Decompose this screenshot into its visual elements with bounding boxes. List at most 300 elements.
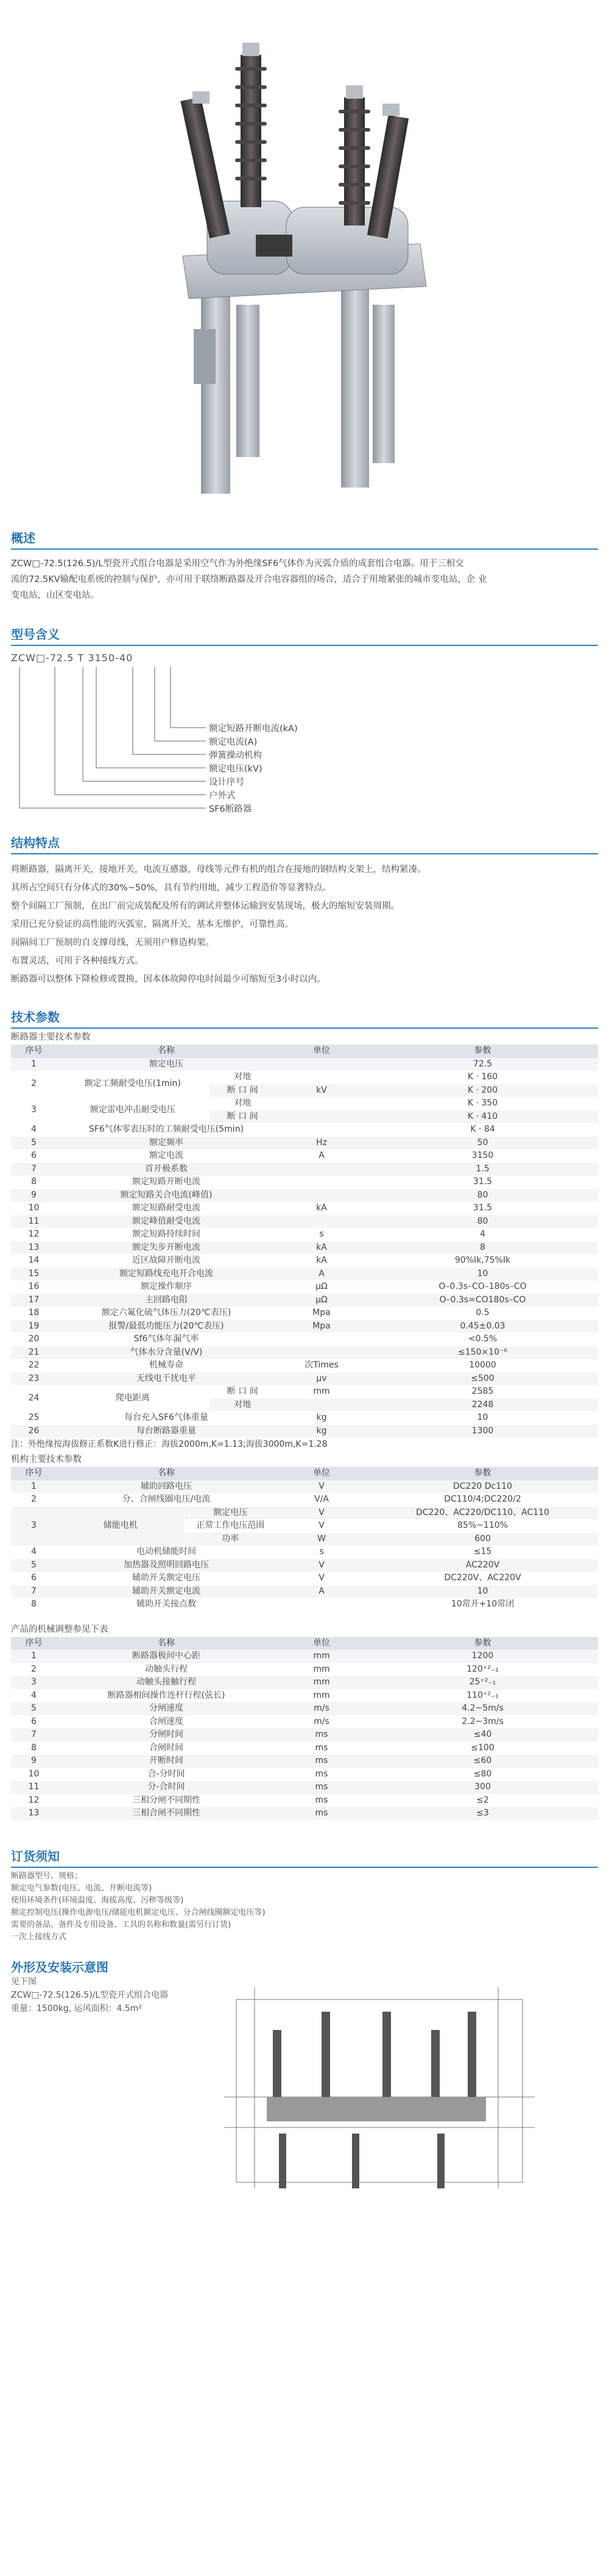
order-item: 断路器型号、规格； — [11, 1871, 83, 1881]
section-divider — [11, 1027, 598, 1029]
table-row — [11, 1385, 598, 1399]
cell-name: 分闸时间 — [149, 1730, 183, 1740]
cell-unit — [276, 1097, 367, 1110]
overview-text — [11, 556, 598, 603]
cell-value: 85%~110% — [457, 1520, 508, 1531]
cell-no: 3 — [31, 1105, 37, 1115]
feature-item: 整个间隔工厂预制，在出厂前完成装配及所有的调试并整体运输到安装现场，极大的缩短安装周期。 — [11, 901, 400, 911]
cell-unit: ms — [315, 1756, 328, 1766]
cell-no: 5 — [31, 1559, 37, 1570]
cell-name: 动触头行程 — [145, 1664, 188, 1674]
cell-value: 72.5 — [473, 1059, 493, 1069]
cell-value: O–0.3s=CO180s–CO — [439, 1294, 526, 1305]
cell-unit: kA — [316, 1242, 327, 1252]
cell-name: 动触头接触行程 — [136, 1677, 196, 1687]
cell-unit — [276, 1189, 367, 1202]
table-row — [11, 1794, 598, 1808]
header-cell: 名称 — [158, 1046, 175, 1056]
cell-name: 额定电流 — [149, 1151, 183, 1161]
table-row — [11, 1163, 598, 1176]
table-row — [11, 1097, 598, 1110]
cell-unit: ms — [315, 1769, 328, 1779]
cell-no: 23 — [28, 1373, 40, 1383]
feature-item: 布置灵活，可用于各种接线方式。 — [11, 956, 144, 966]
cell-value: DC220 Dc110 — [453, 1481, 512, 1491]
cell-no: 22 — [28, 1360, 40, 1371]
table-row — [11, 1307, 598, 1320]
cell-unit: Mpa — [312, 1308, 331, 1318]
cell-unit: mm — [313, 1677, 330, 1687]
cell-name: 合-分时间 — [147, 1769, 185, 1779]
cell-unit — [276, 1163, 367, 1176]
cell-name: 额定频率 — [149, 1137, 183, 1148]
cell-no: 1 — [31, 1651, 37, 1661]
overview-line: ZCW□-72.5(126.5)/L型瓷开式组合电器是采用空气作为外绝缘SF6气体作为灭弧介质的成套组合电器。用于三相交 — [11, 559, 464, 569]
cell-unit — [276, 1346, 367, 1360]
cell-name: 辅助开关额定电压 — [132, 1573, 200, 1583]
cell-unit: V — [319, 1507, 325, 1517]
cell-sub: 额定电压 — [185, 1506, 276, 1520]
table-row — [11, 1768, 598, 1781]
cell-no: 13 — [28, 1808, 40, 1818]
mechanism-params-table — [11, 1467, 598, 1611]
cell-value: 31.5 — [473, 1177, 493, 1187]
cell-no: 13 — [28, 1242, 40, 1252]
cell-no: 7 — [31, 1163, 37, 1174]
cell-unit: V — [319, 1559, 325, 1570]
cell-no: 5 — [31, 1703, 37, 1714]
table-row — [11, 1215, 598, 1229]
order-item: 一次上接线方式 — [11, 1932, 67, 1942]
feature-item: 其所占空间只有分体式的30%~50%，具有节约用地，减少工程造价等显著特点。 — [11, 883, 332, 893]
mechanism-caption: 机构主要技术参数 — [11, 1455, 82, 1464]
cell-name: 额定操作顺序 — [141, 1282, 192, 1292]
cell-name: 额定六氟化硫气体压力(20℃表压) — [101, 1308, 231, 1318]
table-row — [11, 1202, 598, 1215]
cell-unit — [276, 1058, 367, 1071]
table-row — [11, 1742, 598, 1755]
cell-no: 18 — [28, 1308, 40, 1318]
table-row — [11, 1176, 598, 1189]
cell-value: DC220、AC220/DC110、AC110 — [416, 1507, 549, 1517]
outline-section — [0, 1959, 609, 2207]
cell-unit: V — [319, 1573, 325, 1583]
cell-value: 25⁺²₋₁ — [469, 1677, 496, 1687]
cell-unit — [276, 1071, 367, 1084]
cell-name: 分闸速度 — [149, 1703, 183, 1714]
cell-unit: kA — [316, 1255, 327, 1266]
model-label: 额定电流(A) — [209, 737, 258, 747]
cell-unit: V — [319, 1481, 325, 1491]
model-label: 弹簧操动机构 — [209, 751, 262, 761]
cell-no: 5 — [31, 1137, 37, 1148]
cell-name: 三相合闸不同期性 — [132, 1808, 200, 1818]
cell-no: 8 — [31, 1177, 37, 1187]
table-row — [11, 1572, 598, 1585]
table-row — [11, 1559, 598, 1572]
table-row — [11, 1755, 598, 1768]
table-row — [11, 1493, 598, 1506]
cell-unit: ms — [315, 1730, 328, 1740]
cell-value: <0.5% — [468, 1334, 498, 1344]
cell-no: 4 — [31, 1547, 37, 1557]
cell-name: 额定工频耐受电压(1min) — [84, 1079, 181, 1088]
header-cell: 参数 — [474, 1468, 491, 1478]
cell-value: ≤100 — [471, 1742, 495, 1753]
cell-unit: kA — [316, 1203, 327, 1213]
cell-sub: 对地 — [209, 1399, 276, 1412]
cell-no: 20 — [28, 1334, 40, 1344]
cell-name: 电动机储能时间 — [136, 1547, 196, 1557]
cell-no: 6 — [31, 1716, 37, 1726]
cell-value: K · 410 — [467, 1111, 498, 1121]
cell-unit — [276, 1110, 367, 1124]
model-label: 设计序号 — [209, 778, 244, 787]
cell-name: 开断时间 — [149, 1756, 183, 1766]
cell-value: ≤3 — [476, 1808, 489, 1818]
cell-value: 10 — [477, 1586, 488, 1596]
table-row — [11, 1663, 598, 1677]
cell-no: 7 — [31, 1586, 37, 1596]
cell-no: 9 — [31, 1190, 37, 1200]
model-section — [0, 626, 609, 859]
cell-sub: 断 口 间 — [209, 1110, 276, 1124]
cell-value: 4.2~5m/s — [462, 1703, 504, 1714]
cell-unit: m/s — [314, 1703, 329, 1714]
features-list — [11, 860, 598, 988]
cell-name: 机械寿命 — [149, 1360, 183, 1371]
cell-name: 每台断路器重量 — [136, 1425, 196, 1436]
cell-value: 8 — [480, 1242, 485, 1252]
section-divider — [11, 1867, 598, 1868]
cell-name: 辅助开关额定电流 — [132, 1586, 200, 1596]
cell-name: 断路器极间中心距 — [132, 1651, 200, 1661]
header-cell: 序号 — [25, 1046, 43, 1056]
order-item: 需要的备品、备件及专用设备、工具的名称和数量(需另行订货) — [11, 1920, 231, 1929]
order-title: 订货须知 — [11, 1848, 60, 1864]
table-row — [11, 1689, 598, 1703]
header-cell: 参数 — [474, 1637, 491, 1648]
cell-no: 10 — [28, 1769, 40, 1779]
outline-drawing — [11, 1975, 598, 2207]
feature-item: 间隔间工厂预制的自支撑母线，无须用户修造构架。 — [11, 938, 214, 948]
cell-no: 17 — [28, 1294, 40, 1305]
model-label: 户外式 — [209, 791, 236, 801]
cell-name: 额定短路开断电流 — [132, 1177, 200, 1187]
cell-name: 额定失步开断电流 — [132, 1242, 200, 1252]
cell-unit — [276, 1176, 367, 1189]
cell-unit: kV — [316, 1085, 327, 1095]
cell-name: 储能电机 — [103, 1520, 138, 1531]
header-cell: 单位 — [313, 1046, 330, 1056]
cell-value: 110⁺²₋₁ — [466, 1690, 499, 1700]
cell-no: 6 — [31, 1573, 37, 1583]
cell-name: 合闸速度 — [149, 1716, 183, 1726]
cell-value: ≤150×10⁻⁶ — [458, 1347, 507, 1357]
cell-value: 10 — [477, 1268, 488, 1279]
switchgear-illustration — [0, 0, 609, 500]
cell-name: 分-合时间 — [147, 1782, 185, 1792]
cell-value: 1.5 — [476, 1163, 490, 1174]
cell-unit: A — [319, 1586, 325, 1596]
table-header-row — [11, 1467, 598, 1480]
adjust-params-table — [11, 1637, 598, 1820]
cell-no: 16 — [28, 1282, 40, 1292]
cell-unit: V/A — [314, 1494, 329, 1505]
cell-value: ≤2 — [476, 1795, 489, 1805]
cell-value: 0.5 — [476, 1308, 490, 1318]
model-code: ZCW□-72.5 T 3150-40 — [11, 652, 133, 664]
order-item: 额定电气参数(电压、电流、开断电流等) — [11, 1883, 152, 1893]
table-row — [11, 1149, 598, 1163]
cell-unit: μv — [316, 1373, 327, 1383]
cell-no: 12 — [28, 1795, 40, 1805]
table-row — [11, 1728, 598, 1742]
cell-unit: A — [319, 1151, 325, 1161]
cell-no: 14 — [28, 1255, 40, 1266]
cell-value: DC220V、AC220V — [444, 1573, 521, 1583]
cell-unit: kg — [316, 1413, 327, 1423]
model-title: 型号含义 — [11, 627, 60, 642]
cell-sub: 正常工作电压范围 — [185, 1519, 276, 1533]
cell-value: ≤40 — [473, 1730, 492, 1740]
cell-unit: A — [319, 1268, 325, 1279]
features-title: 结构特点 — [11, 836, 60, 850]
order-item: 使用环境条件(环境温度、海拔高度、污秽等级等) — [11, 1895, 184, 1905]
cell-no: 21 — [28, 1347, 40, 1357]
cell-unit: Mpa — [312, 1321, 331, 1331]
cell-no: 26 — [28, 1425, 40, 1436]
cell-no: 11 — [28, 1782, 40, 1792]
cell-name: 加热器及照明回路电压 — [124, 1559, 209, 1570]
cell-value: 2585 — [471, 1386, 494, 1397]
cell-name: 合闸时间 — [149, 1742, 183, 1753]
outline-line: 见下图 — [11, 1976, 37, 1987]
cell-unit: μΩ — [315, 1294, 328, 1305]
cell-no: 2 — [31, 1664, 37, 1674]
section-divider — [11, 548, 598, 550]
table-row — [11, 1425, 598, 1438]
cell-unit — [276, 1598, 367, 1611]
cell-no: 2 — [31, 1079, 37, 1088]
cell-no: 2 — [31, 1494, 37, 1505]
cell-unit: m/s — [314, 1716, 329, 1726]
cell-unit: μΩ — [315, 1282, 328, 1292]
cell-no: 15 — [28, 1268, 40, 1279]
table-row — [11, 1137, 598, 1150]
cell-name: 无线电干扰电平 — [136, 1373, 196, 1383]
cell-value: DC110/4;DC220/2 — [444, 1494, 521, 1505]
cell-value: 10 — [477, 1413, 488, 1423]
cell-no: 12 — [28, 1229, 40, 1240]
overview-section — [0, 530, 609, 603]
overview-title: 概述 — [11, 531, 35, 545]
cell-no: 3 — [31, 1520, 37, 1531]
header-cell: 序号 — [25, 1468, 43, 1478]
outline-title: 外形及安装示意图 — [11, 1959, 108, 1975]
feature-item: 采用已充分验证的高性能的灭弧室，隔离开关，基本无维护，可靠性高。 — [11, 920, 294, 929]
cell-name: 辅助开关接点数 — [136, 1599, 196, 1609]
breaker-params-table — [11, 1045, 598, 1438]
tech-note: 注：外绝缘按海拔修正系数K进行修正：海拔2000m,K=1.13;海拔3000m,K=1.28 — [11, 1439, 328, 1449]
cell-no: 25 — [28, 1413, 40, 1423]
model-diagram — [11, 652, 598, 859]
section-divider — [11, 645, 598, 646]
feature-item: 断路器可以整体下降检修或置换，因本体故障停电时间最少可缩短至3小时以内。 — [11, 974, 326, 984]
table-row — [11, 1598, 598, 1611]
cell-name: 额定雷电冲击耐受电压 — [90, 1105, 175, 1115]
cell-no: 19 — [28, 1321, 40, 1331]
cell-name: 近区故障开断电流 — [132, 1255, 200, 1266]
table-row — [11, 1545, 598, 1559]
cell-unit — [276, 1399, 367, 1412]
cell-name: SF6气体零表压时的工频耐受电压(5min) — [88, 1124, 244, 1135]
table-row — [11, 1268, 598, 1281]
cell-no: 1 — [31, 1481, 37, 1491]
cell-name: 三相分闸不同期性 — [132, 1795, 200, 1805]
table-row — [11, 1807, 598, 1820]
table-row — [11, 1650, 598, 1663]
cell-no: 4 — [31, 1690, 37, 1700]
cell-name: 首开极系数 — [145, 1163, 188, 1174]
cell-no: 8 — [31, 1599, 37, 1609]
table-row — [11, 1189, 598, 1202]
cell-value: K · 200 — [467, 1085, 498, 1095]
cell-unit: ms — [315, 1795, 328, 1805]
table-row — [11, 1320, 598, 1333]
cell-value: ≤15 — [473, 1547, 492, 1557]
table-row — [11, 1372, 598, 1386]
table-row — [11, 1781, 598, 1794]
product-photo — [0, 0, 609, 500]
cell-no: 3 — [31, 1677, 37, 1687]
cell-no: 4 — [31, 1124, 37, 1135]
table-row — [11, 1294, 598, 1307]
table-row — [11, 1254, 598, 1268]
table-row — [11, 1123, 598, 1137]
cell-no: 1 — [31, 1059, 37, 1069]
cell-value: O–0.3s–CO–180s–CO — [438, 1282, 527, 1292]
cell-name: 气体水分含量(V/V) — [130, 1347, 203, 1357]
cell-unit: ms — [315, 1782, 328, 1792]
breaker-params-body — [11, 1058, 598, 1438]
outline-figure — [11, 1975, 598, 2207]
order-section — [0, 1848, 609, 1943]
model-label: 额定电压(kV) — [209, 764, 262, 774]
cell-name: 断路器相间操作连杆行程(弦长) — [107, 1690, 225, 1700]
tech-caption: 断路器主要技术参数 — [11, 1032, 91, 1042]
feature-item: 将断路器，隔离开关，接地开关，电流互感器，母线等元件有机的组合在接地的钢结构支架上，结构紧凑。 — [11, 865, 426, 875]
table-header-row — [11, 1045, 598, 1058]
cell-value: AC220V — [465, 1559, 500, 1570]
order-list — [11, 1870, 598, 1943]
cell-value: 600 — [474, 1533, 491, 1544]
cell-unit — [276, 1123, 367, 1137]
table-row — [11, 1280, 598, 1294]
cell-no: 7 — [31, 1730, 37, 1740]
order-item: 额定控制电压(操作电源电压/储能电机额定电压、分合闸线圈额定电压等) — [11, 1907, 266, 1917]
header-cell: 序号 — [25, 1637, 43, 1648]
cell-name: 额定峰值耐受电流 — [132, 1216, 200, 1226]
cell-unit: W — [317, 1533, 326, 1544]
cell-value: K · 84 — [470, 1124, 495, 1135]
cell-name: 报警/最低功能压力(20℃表压) — [108, 1321, 224, 1331]
model-label: SF6断路器 — [209, 804, 252, 814]
header-cell: 名称 — [158, 1468, 175, 1478]
cell-no: 8 — [31, 1742, 37, 1753]
table-row — [11, 1585, 598, 1598]
adjust-caption: 产品的机械调整参见下表 — [11, 1624, 108, 1634]
cell-value: 300 — [474, 1782, 491, 1792]
table-row — [11, 1480, 598, 1494]
cell-sub: 断 口 间 — [209, 1084, 276, 1098]
cell-name: Sf6气体年漏气率 — [133, 1334, 199, 1344]
cell-name: 辅助回路电压 — [141, 1481, 192, 1491]
cell-value: 2248 — [471, 1399, 494, 1410]
cell-no: 10 — [28, 1203, 40, 1213]
cell-value: 31.5 — [473, 1203, 493, 1213]
cell-sub: 对地 — [209, 1097, 276, 1110]
cell-name: 额定电压 — [149, 1059, 183, 1069]
table-row — [11, 1071, 598, 1084]
cell-no: 6 — [31, 1151, 37, 1161]
cell-unit: ms — [315, 1808, 328, 1818]
cell-name: 额定短路持续时间 — [132, 1229, 200, 1240]
cell-value: K · 350 — [467, 1098, 498, 1109]
table-row — [11, 1506, 598, 1520]
cell-value: 4 — [480, 1229, 485, 1240]
header-cell: 参数 — [474, 1046, 491, 1056]
cell-value: ≤60 — [473, 1756, 492, 1766]
tech-title: 技术参数 — [11, 1010, 60, 1024]
cell-name: 额定短路耐受电流 — [132, 1203, 200, 1213]
cell-no: 24 — [28, 1393, 40, 1403]
cell-no: 9 — [31, 1756, 37, 1766]
cell-unit: mm — [313, 1386, 330, 1397]
cell-sub: 对地 — [209, 1071, 276, 1084]
cell-sub: 断 口 间 — [209, 1385, 276, 1399]
adjust-params-body — [11, 1650, 598, 1820]
table-row — [11, 1241, 598, 1255]
cell-value: 3150 — [471, 1151, 494, 1161]
cell-value: 2.2~3m/s — [462, 1716, 504, 1726]
cell-value: ≤500 — [471, 1373, 495, 1383]
cell-sub: 功率 — [185, 1533, 276, 1546]
table-row — [11, 1702, 598, 1716]
overview-line: 变电站，山区变电站。 — [11, 591, 99, 600]
cell-unit: ms — [315, 1742, 328, 1753]
table-row — [11, 1359, 598, 1372]
cell-value: 120⁺²₋₁ — [466, 1664, 499, 1674]
cell-unit: mm — [313, 1690, 330, 1700]
cell-name: 额定短路线充电开合电流 — [119, 1268, 213, 1279]
cell-unit: 次Times — [304, 1360, 339, 1371]
tech-section — [0, 1009, 609, 1820]
cell-name: 分、合闸线圈电压/电流 — [122, 1494, 211, 1505]
cell-name: 主回路电阻 — [145, 1294, 188, 1305]
cell-unit — [276, 1333, 367, 1346]
cell-unit: V — [319, 1520, 325, 1531]
cell-value: 90%Ik,75%Ik — [454, 1255, 511, 1266]
header-cell: 名称 — [158, 1637, 175, 1648]
table-row — [11, 1676, 598, 1689]
cell-unit — [276, 1215, 367, 1229]
header-cell: 单位 — [313, 1468, 330, 1478]
table-row — [11, 1333, 598, 1346]
model-label: 额定短路开断电流(kA) — [209, 724, 298, 734]
table-header-row — [11, 1637, 598, 1650]
cell-value: 80 — [477, 1190, 488, 1200]
